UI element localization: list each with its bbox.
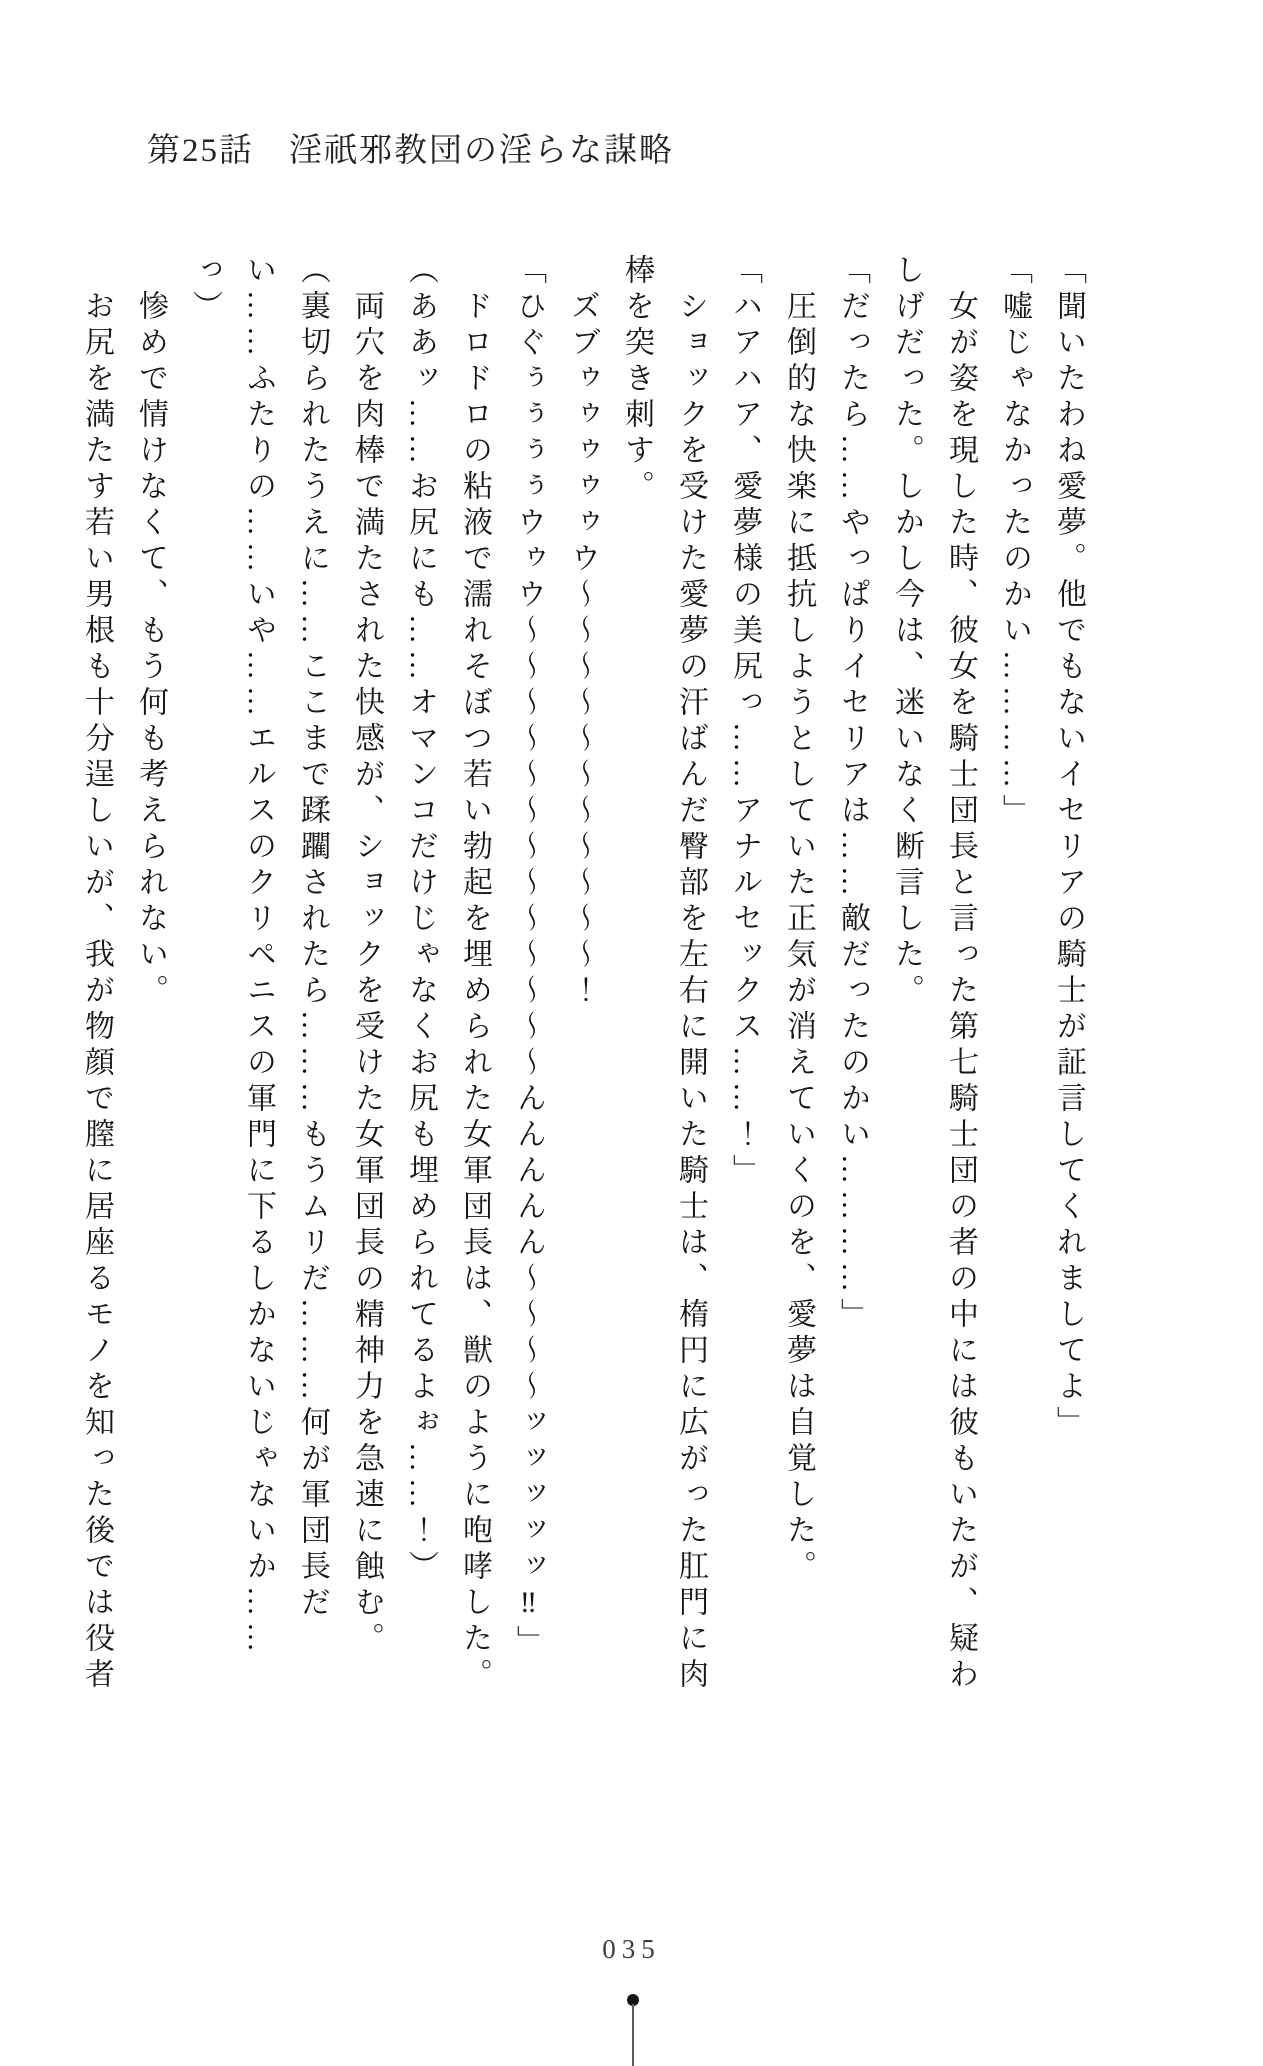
narration-line-2: 圧倒的な快楽に抵抗しようとしていた正気が消えていくのを、愛夢は自覚した。	[782, 290, 815, 1586]
narration-line-1: 女が姿を現した時、彼女を騎士団長と言った第七騎士団の者の中には彼もいたが、疑わしげだった。しかし今は、迷いなく断言した。	[890, 254, 977, 1694]
thought-line-1: （ああッ……お尻にも……オマンコだけじゃなくお尻も埋められてるよぉ……！）	[404, 254, 437, 1586]
narration-line-5: 両穴を肉棒で満たされた快感が、ショックを受けた女軍団長の精神力を急速に蝕む。	[350, 290, 383, 1658]
page-number: 035	[602, 1934, 661, 1964]
dialogue-line-5: 「ひぐぅぅぅぅウゥウ〜〜〜〜〜〜〜〜〜〜〜〜〜んんんんん〜〜〜〜ッッッッッ‼」	[512, 254, 545, 1661]
narration-line-7: お尻を満たす若い男根も十分逞しいが、我が物顔で膣に居座るモノを知った後では役者	[80, 290, 113, 1694]
chapter-header: 第25話 淫祇邪教団の淫らな謀略	[147, 133, 674, 169]
dialogue-line-2: 「嘘じゃなかったのかい…………」	[998, 254, 1031, 830]
narration-line-6: 惨めで情けなくて、もう何も考えられない。	[134, 290, 167, 1010]
thought-line-2: （裏切られたうえに……ここまで蹂躙されたら………もうムリだ………何が軍団長だい……ふたりの……いや……エルスのクリペニスの軍門に下るしかないじゃないか……っ）	[188, 254, 329, 1658]
printer-line-mark	[632, 2004, 634, 2066]
dialogue-line-1: 「聞いたわね愛夢。他でもないイセリアの騎士が証言してくれましてよ」	[1052, 254, 1085, 1442]
narration-line-3: ショックを受けた愛夢の汗ばんだ臀部を左右に開いた騎士は、楕円に広がった肛門に肉棒を突き刺す。	[620, 254, 707, 1694]
dialogue-line-4: 「ハアハア、愛夢様の美尻っ……アナルセックス……！」	[728, 254, 761, 1190]
sfx-line-1: ズブゥゥゥゥゥウ〜〜〜〜〜〜〜〜〜〜〜！	[566, 290, 599, 1010]
narration-line-4: ドロドロの粘液で濡れそぼつ若い勃起を埋められた女軍団長は、獣のように咆哮した。	[458, 290, 491, 1694]
body-text	[69, 254, 1095, 1694]
dialogue-line-3: 「だったら……やっぱりイセリアは……敵だったのかい…………」	[836, 254, 869, 1334]
